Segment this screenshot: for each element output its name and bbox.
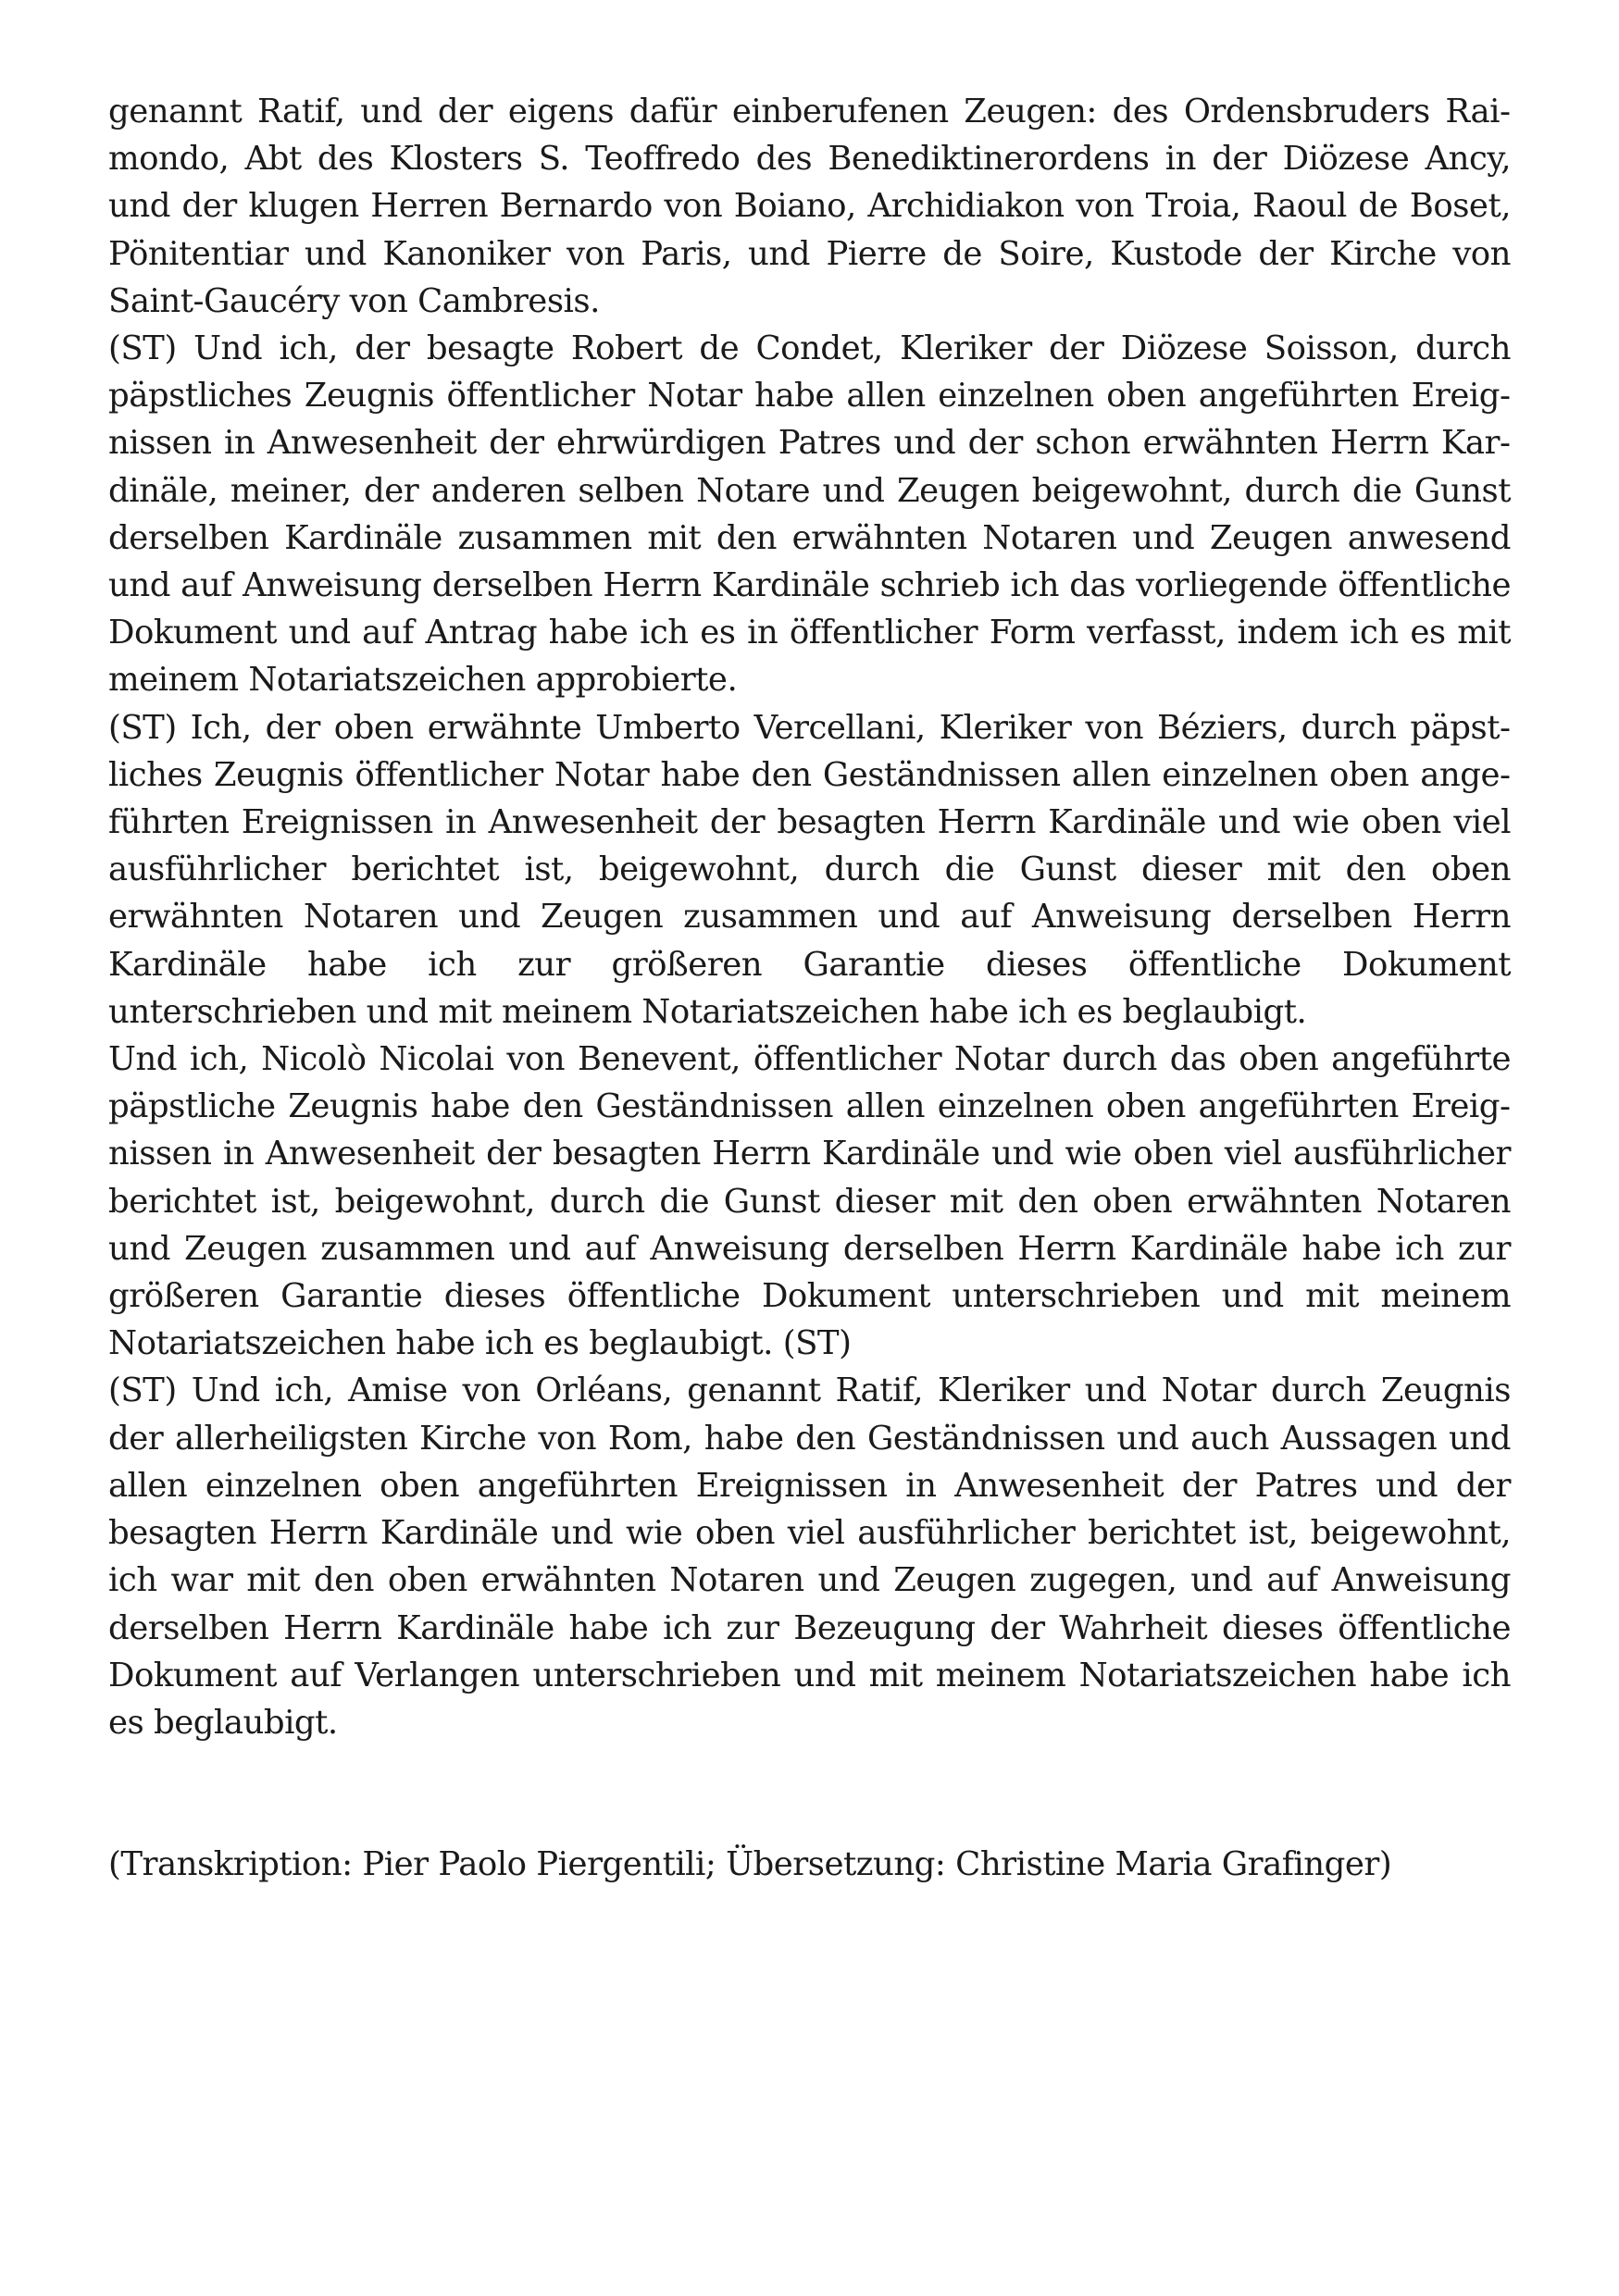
credit-line: (Transkription: Pier Paolo Piergentili; Übersetzung: Christine Maria Grafinger)	[108, 1845, 1392, 1884]
paragraph-robert-de-condet: (ST) Und ich, der besagte Robert de Condet, Kleriker der Diözese Soisson, durch päpstliches Zeugnis öffentlicher Notar habe allen einzelnen oben angeführten Ereignissen in Anwesenheit der ehrwürdigen Patres und der schon erwähnten Herrn Kardinäle, meiner, der anderen selben Notare und Zeugen beigewohnt, durch die Gunst derselben Kardinäle zusammen mit den erwähnten Notaren und Zeugen anwesend und auf Anweisung derselben Herrn Kardinäle schrieb ich das vorliegende öffentliche Dokument und auf Antrag habe ich es in öffentlicher Form verfasst, indem ich es mit meinem Notariatszeichen approbierte.	[108, 329, 1511, 700]
paragraph-witnesses: genannt Ratif, und der eigens dafür einberufenen Zeugen: des Ordensbruders Raimondo, Abt des Klosters S. Teoffredo des Benediktinerordens in der Diözese Ancy, und der klugen Herren Bernardo von Boiano, Archidiakon von Troia, Raoul de Boset, Pönitentiar und Kanoniker von Paris, und Pierre de Soire, Kustode der Kirche von Saint-Gaucéry von Cambresis.	[108, 93, 1511, 320]
paragraph-umberto-vercellani: (ST) Ich, der oben erwähnte Umberto Vercellani, Kleriker von Béziers, durch päpstliches Zeugnis öffentlicher Notar habe den Geständnissen allen einzelnen oben angeführten Ereignissen in Anwesenheit der besagten Herrn Kardinäle und wie oben viel ausführlicher berichtet ist, beigewohnt, durch die Gunst dieser mit den oben erwähnten Notaren und Zeugen zusammen und auf Anweisung derselben Herrn Kardinäle habe ich zur größeren Garantie dieses öffentliche Dokument unterschrieben und mit meinem Notariatszeichen habe ich es beglaubigt.	[108, 708, 1511, 1031]
document-page	[108, 88, 1511, 1888]
paragraph-nicolo-nicolai: Und ich, Nicolò Nicolai von Benevent, öffentlicher Notar durch das oben angeführte päpstliche Zeugnis habe den Geständnissen allen einzelnen oben angeführten Ereignissen in Anwesenheit der besagten Herrn Kardinäle und wie oben viel ausführlicher berichtet ist, beigewohnt, durch die Gunst dieser mit den oben erwähnten Notaren und Zeugen zusammen und auf Anweisung derselben Herrn Kardinäle habe ich zur größeren Garantie dieses öffentliche Dokument unterschrieben und mit meinem Notariatszeichen habe ich es beglaubigt. (ST)	[108, 1040, 1511, 1363]
paragraph-amise-von-orleans: (ST) Und ich, Amise von Orléans, genannt Ratif, Kleriker und Notar durch Zeugnis der allerheiligsten Kirche von Rom, habe den Geständnissen und auch Aussagen und allen einzelnen oben angeführten Ereignissen in Anwesenheit der Patres und der besagten Herrn Kardinäle und wie oben viel ausführlicher berichtet ist, beigewohnt, ich war mit den oben erwähnten Notaren und Zeugen zugegen, und auf Anweisung derselben Herrn Kardinäle habe ich zur Bezeugung der Wahrheit dieses öffentliche Dokument auf Verlangen unterschrieben und mit meinem Notariatszeichen habe ich es beglaubigt.	[108, 1371, 1511, 1742]
